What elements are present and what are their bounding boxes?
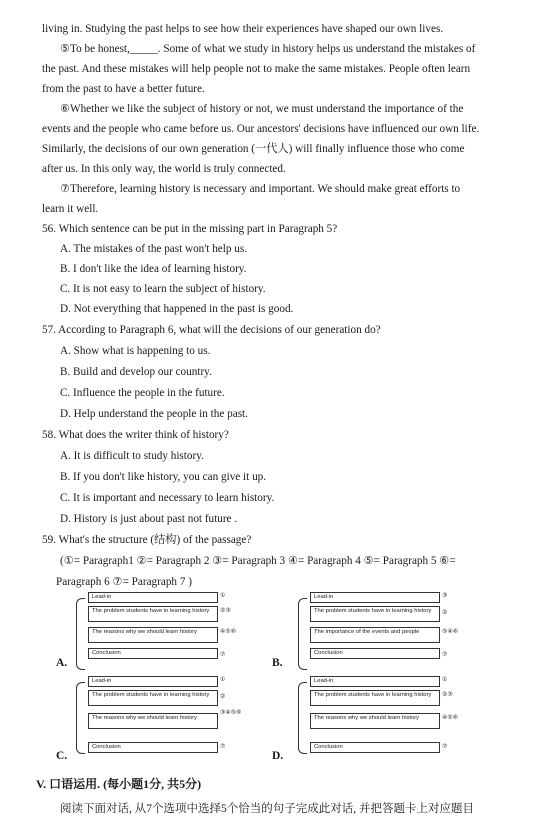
section-heading: V. 口语运用. (每小题1分, 共5分) (36, 777, 202, 791)
passage-line: events and the people who came before us. Our ancestors' decisions have influenced our own life. (42, 123, 480, 135)
question-56-stem: 56. Which sentence can be put in the missing part in Paragraph 5? (42, 223, 338, 235)
question-59-stem: 59. What's the structure (结构) of the passage? (42, 534, 252, 546)
question-56-option-c: C. It is not easy to learn the subject of history. (60, 283, 266, 295)
paragraph-ref: ⑦ (442, 744, 448, 750)
passage-line: the past. And these mistakes will help people not to make the same mistakes. People often learn (42, 63, 471, 75)
paragraph-ref: ②③ (220, 608, 231, 614)
option-label-a: A. (56, 657, 68, 669)
diagram-box: The reasons why we should learn history (88, 713, 218, 729)
diagram-box: Lead-in (88, 592, 218, 603)
question-56-option-b: B. I don't like the idea of learning history. (60, 263, 247, 275)
question-58-option-b: B. If you don't like history, you can give it up. (60, 471, 267, 483)
structure-diagram-b (296, 592, 471, 670)
diagram-box: The problem students have in learning history (88, 690, 218, 706)
paragraph-ref: ⑦ (442, 652, 448, 658)
paragraph-ref: ⑤④⑥ (442, 629, 459, 635)
question-57-option-c: C. Influence the people in the future. (60, 387, 225, 399)
structure-diagram-d (296, 676, 471, 754)
passage-line: ⑥Whether we like the subject of history or not, we must understand the importance of the (60, 103, 464, 115)
bracket (298, 682, 307, 754)
paragraph-ref: ⑦ (220, 744, 226, 750)
option-label-c: C. (56, 750, 68, 762)
paragraph-ref: ② (220, 694, 226, 700)
paragraph-ref: ① (442, 677, 448, 683)
diagram-box: The reasons why we should learn history (88, 627, 218, 643)
question-56-option-a: A. The mistakes of the past won't help us. (60, 243, 247, 255)
diagram-box: The reasons why we should learn history (310, 713, 440, 729)
passage-line: ⑦Therefore, learning history is necessary and important. We should make great efforts to (60, 183, 461, 195)
question-58-option-a: A. It is difficult to study history. (60, 450, 204, 462)
passage-line: ⑤To be honest,_____. Some of what we study in history helps us understand the mistakes of (60, 43, 476, 55)
question-57-option-d: D. Help understand the people in the past. (60, 408, 248, 420)
passage-line: learn it well. (42, 203, 99, 215)
section-instruction: 阅读下面对话, 从7个选项中选择5个恰当的句子完成此对话, 并把答题卡上对应题目 (60, 803, 474, 815)
bracket (76, 682, 85, 754)
question-58-option-c: C. It is important and necessary to learn history. (60, 492, 275, 504)
diagram-box: Lead-in (310, 676, 440, 687)
question-59-key: Paragraph 6 ⑦= Paragraph 7 ) (56, 576, 192, 588)
question-56-option-d: D. Not everything that happened in the past is good. (60, 303, 294, 315)
diagram-box: The problem students have in learning history (88, 606, 218, 622)
paragraph-ref: ④⑤⑥ (220, 629, 237, 635)
paragraph-ref: ① (220, 593, 226, 599)
question-58-stem: 58. What does the writer think of history? (42, 429, 229, 441)
paragraph-ref: ① (220, 677, 226, 683)
paragraph-ref: ③ (442, 593, 448, 599)
paragraph-ref: ② (442, 610, 448, 616)
question-57-option-a: A. Show what is happening to us. (60, 345, 211, 357)
passage-line: Similarly, the decisions of our own generation (一代人) will finally influence those who come (42, 143, 465, 155)
diagram-box: Lead-in (88, 676, 218, 687)
structure-diagram-a (74, 592, 249, 670)
diagram-box: The problem students have in learning history (310, 690, 440, 706)
passage-line: living in. Studying the past helps to see how their experiences have shaped our own lives. (42, 23, 444, 35)
diagram-box: Conclusion (310, 742, 440, 753)
diagram-box: The importance of the events and people (310, 627, 440, 643)
question-59-key: (①= Paragraph1 ②= Paragraph 2 ③= Paragraph 3 ④= Paragraph 4 ⑤= Paragraph 5 ⑥= (60, 555, 456, 567)
paragraph-ref: ⑦ (220, 652, 226, 658)
bracket (298, 598, 307, 670)
question-57-stem: 57. According to Paragraph 6, what will the decisions of our generation do? (42, 324, 381, 336)
paragraph-ref: ④⑤⑥ (442, 715, 459, 721)
diagram-box: Conclusion (88, 648, 218, 659)
structure-diagram-c (74, 676, 249, 754)
bracket (76, 598, 85, 670)
passage-line: after us. In this only way, the world is truly connected. (42, 163, 286, 175)
option-label-b: B. (272, 657, 283, 669)
question-58-option-d: D. History is just about past not future . (60, 513, 238, 525)
question-57-option-b: B. Build and develop our country. (60, 366, 212, 378)
diagram-box: The problem students have in learning history (310, 606, 440, 622)
option-label-d: D. (272, 750, 284, 762)
diagram-box: Lead-in (310, 592, 440, 603)
paragraph-ref: ③④⑤⑥ (220, 710, 242, 716)
diagram-box: Conclusion (310, 648, 440, 659)
paragraph-ref: ②③ (442, 692, 453, 698)
passage-line: from the past to have a better future. (42, 83, 205, 95)
diagram-box: Conclusion (88, 742, 218, 753)
